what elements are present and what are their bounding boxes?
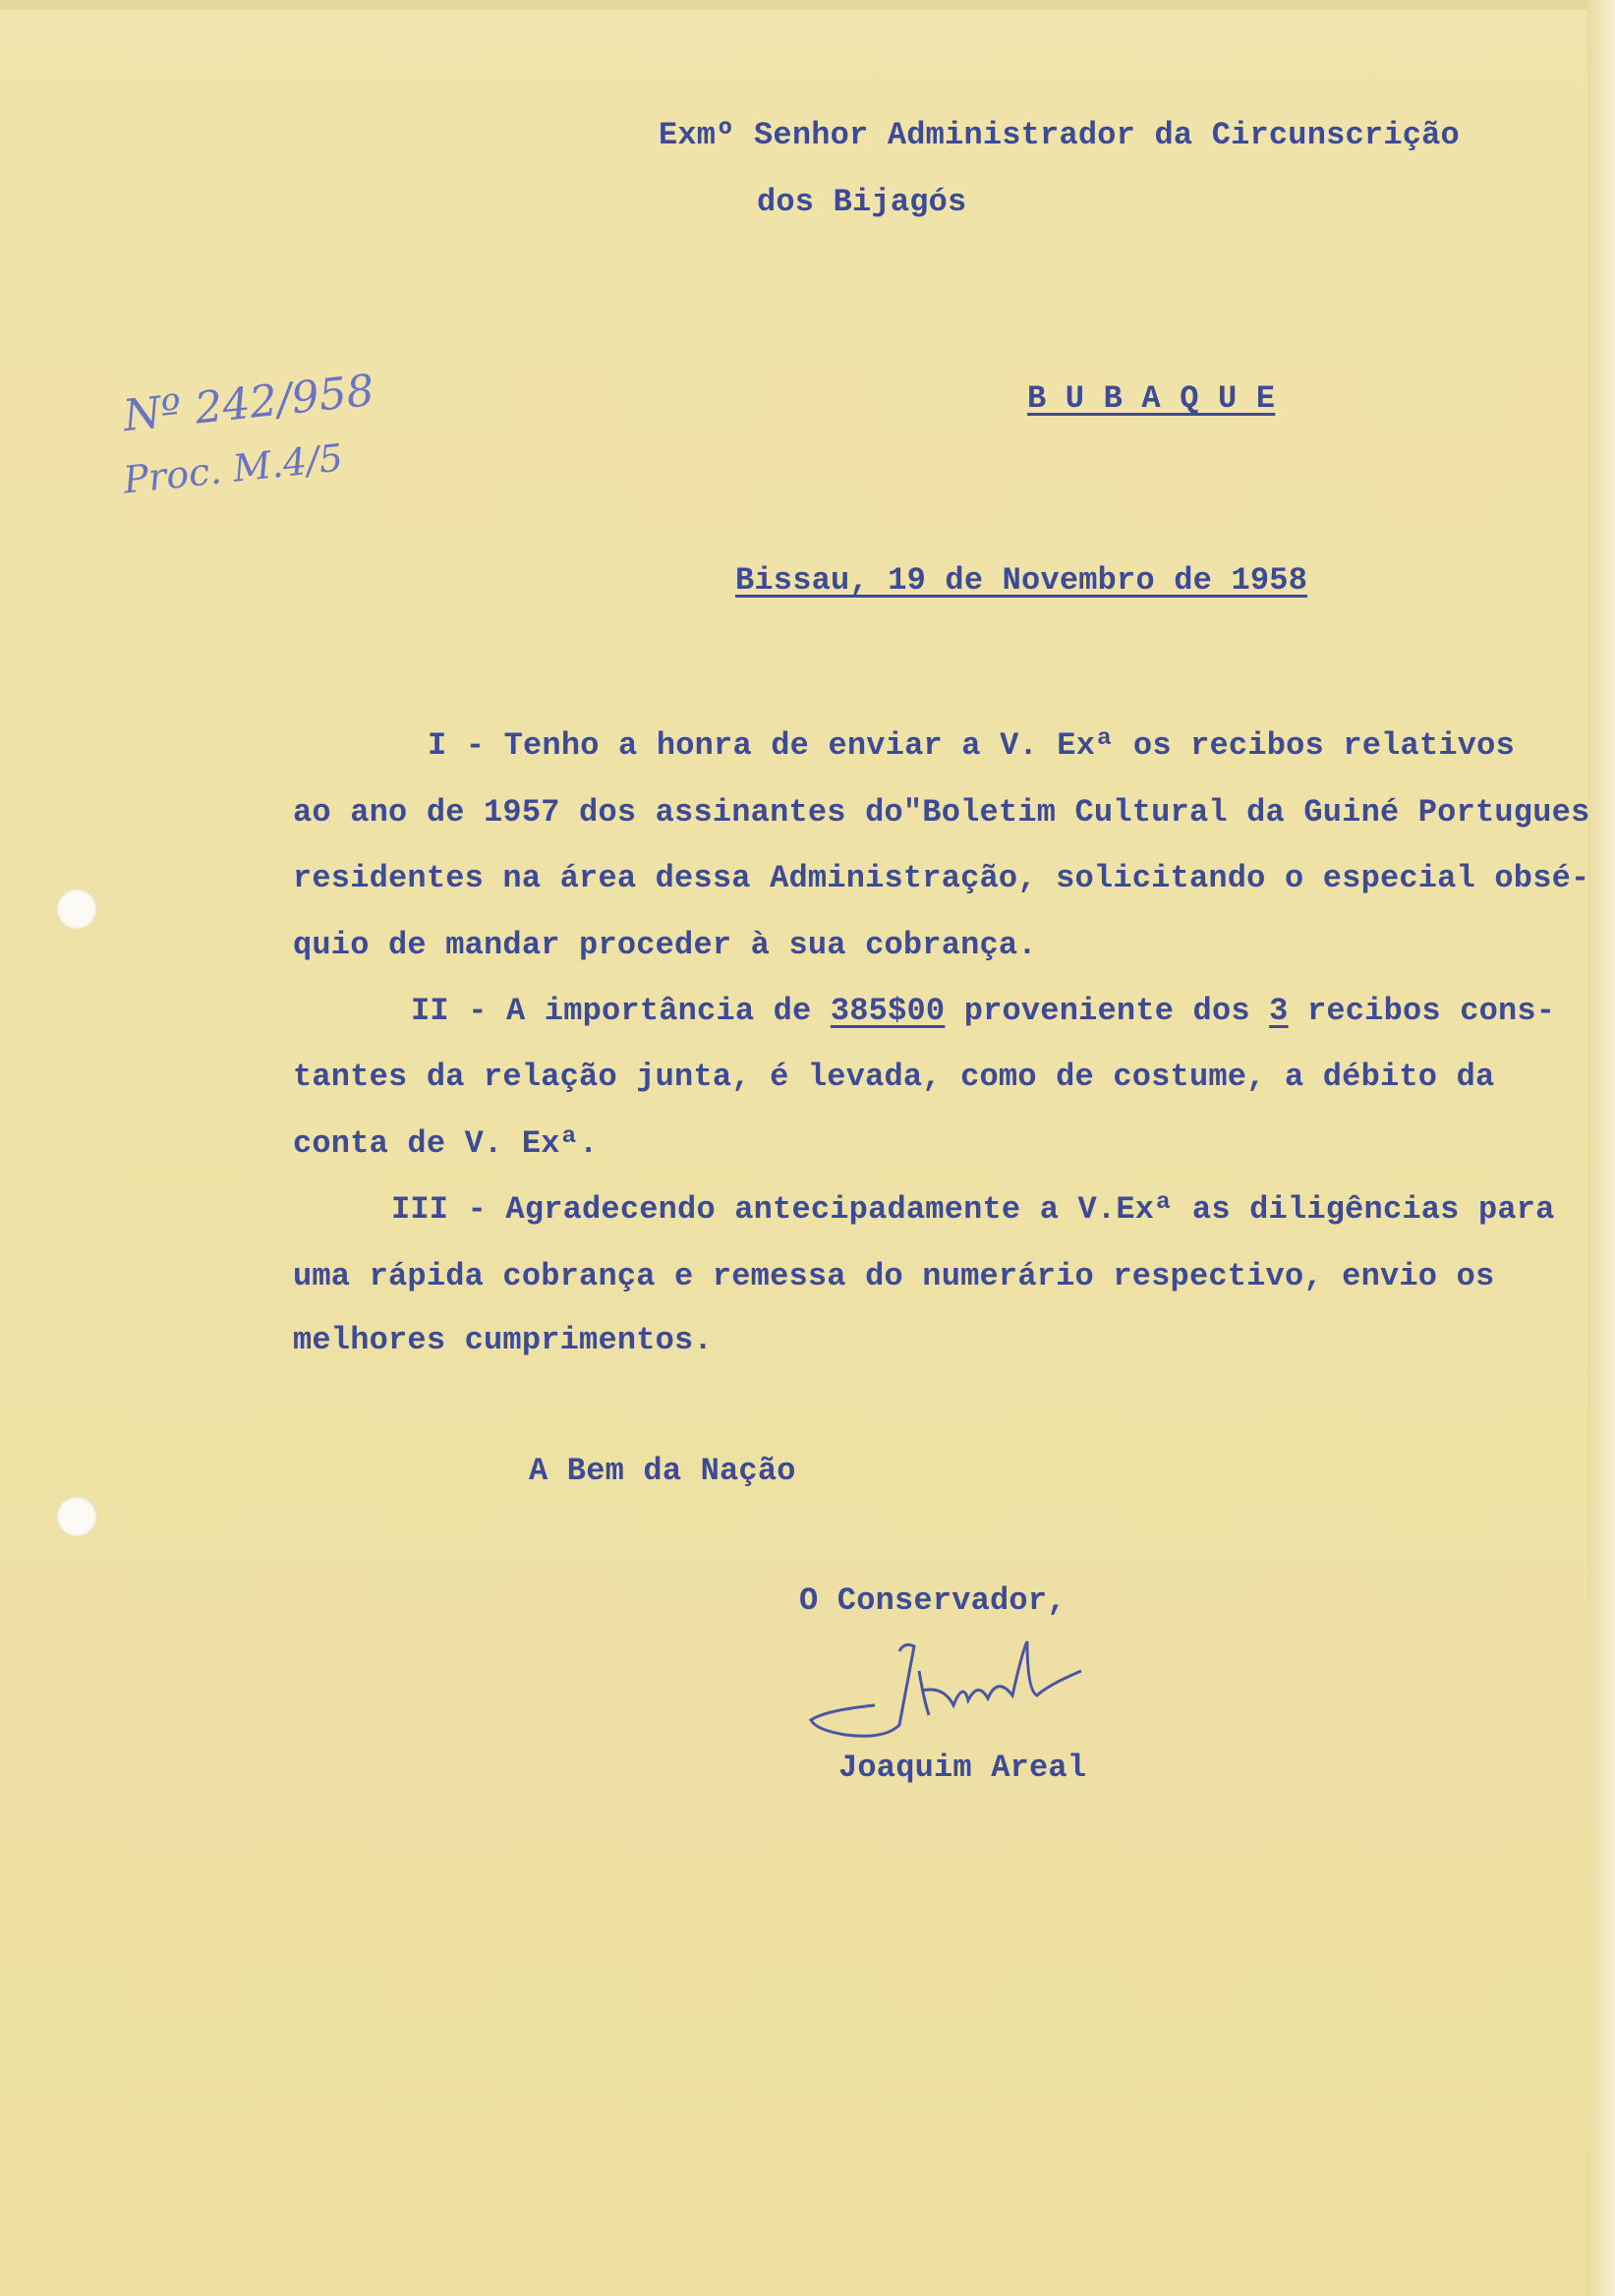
paper-right-edge: [1587, 0, 1615, 2296]
handwritten-reference-2: Proc. M.4/5: [121, 435, 345, 502]
date-line: Bissau, 19 de Novembro de 1958: [735, 562, 1308, 599]
body-line-paragraph-2: [411, 993, 1556, 1029]
body-line: ao ano de 1957 dos assinantes do"Boletim Cultural da Guiné Portugues: [293, 794, 1590, 831]
addressee-line-1: Exmº Senhor Administrador da Circunscrição: [659, 117, 1460, 153]
addressee-place: B U B A Q U E: [1027, 380, 1276, 417]
body-line: III - Agradecendo antecipadamente a V.Exª as diligências para: [391, 1191, 1555, 1228]
handwritten-reference-1: Nº 242/958: [121, 365, 376, 442]
punch-hole: [56, 1496, 97, 1537]
body-line: conta de V. Exª.: [293, 1125, 599, 1162]
signer-title: O Conservador,: [799, 1582, 1067, 1619]
body-line: quio de mandar proceder à sua cobrança.: [293, 927, 1037, 963]
body-line: tantes da relação junta, é levada, como de costume, a débito da: [293, 1059, 1495, 1095]
body-line-start: II - A importância de: [411, 993, 831, 1029]
body-line: I - Tenho a honra de enviar a V. Exª os recibos relativos: [428, 727, 1515, 764]
body-line: melhores cumprimentos.: [293, 1322, 713, 1358]
closing: A Bem da Nação: [529, 1453, 796, 1489]
amount-after: proveniente dos: [945, 993, 1270, 1029]
paper-top-edge: [0, 0, 1615, 10]
addressee-line-2: dos Bijagós: [757, 184, 967, 220]
signature: [806, 1632, 1101, 1750]
body-line: residentes na área dessa Administração, solicitando o especial obsé-: [293, 860, 1590, 896]
count-after: recibos cons-: [1288, 993, 1556, 1029]
punch-hole: [56, 889, 97, 930]
body-line: uma rápida cobrança e remessa do numerário respectivo, envio os: [293, 1258, 1495, 1294]
amount: 385$00: [830, 993, 946, 1029]
signer-name: Joaquim Areal: [838, 1750, 1087, 1786]
receipt-count: 3: [1269, 993, 1289, 1029]
